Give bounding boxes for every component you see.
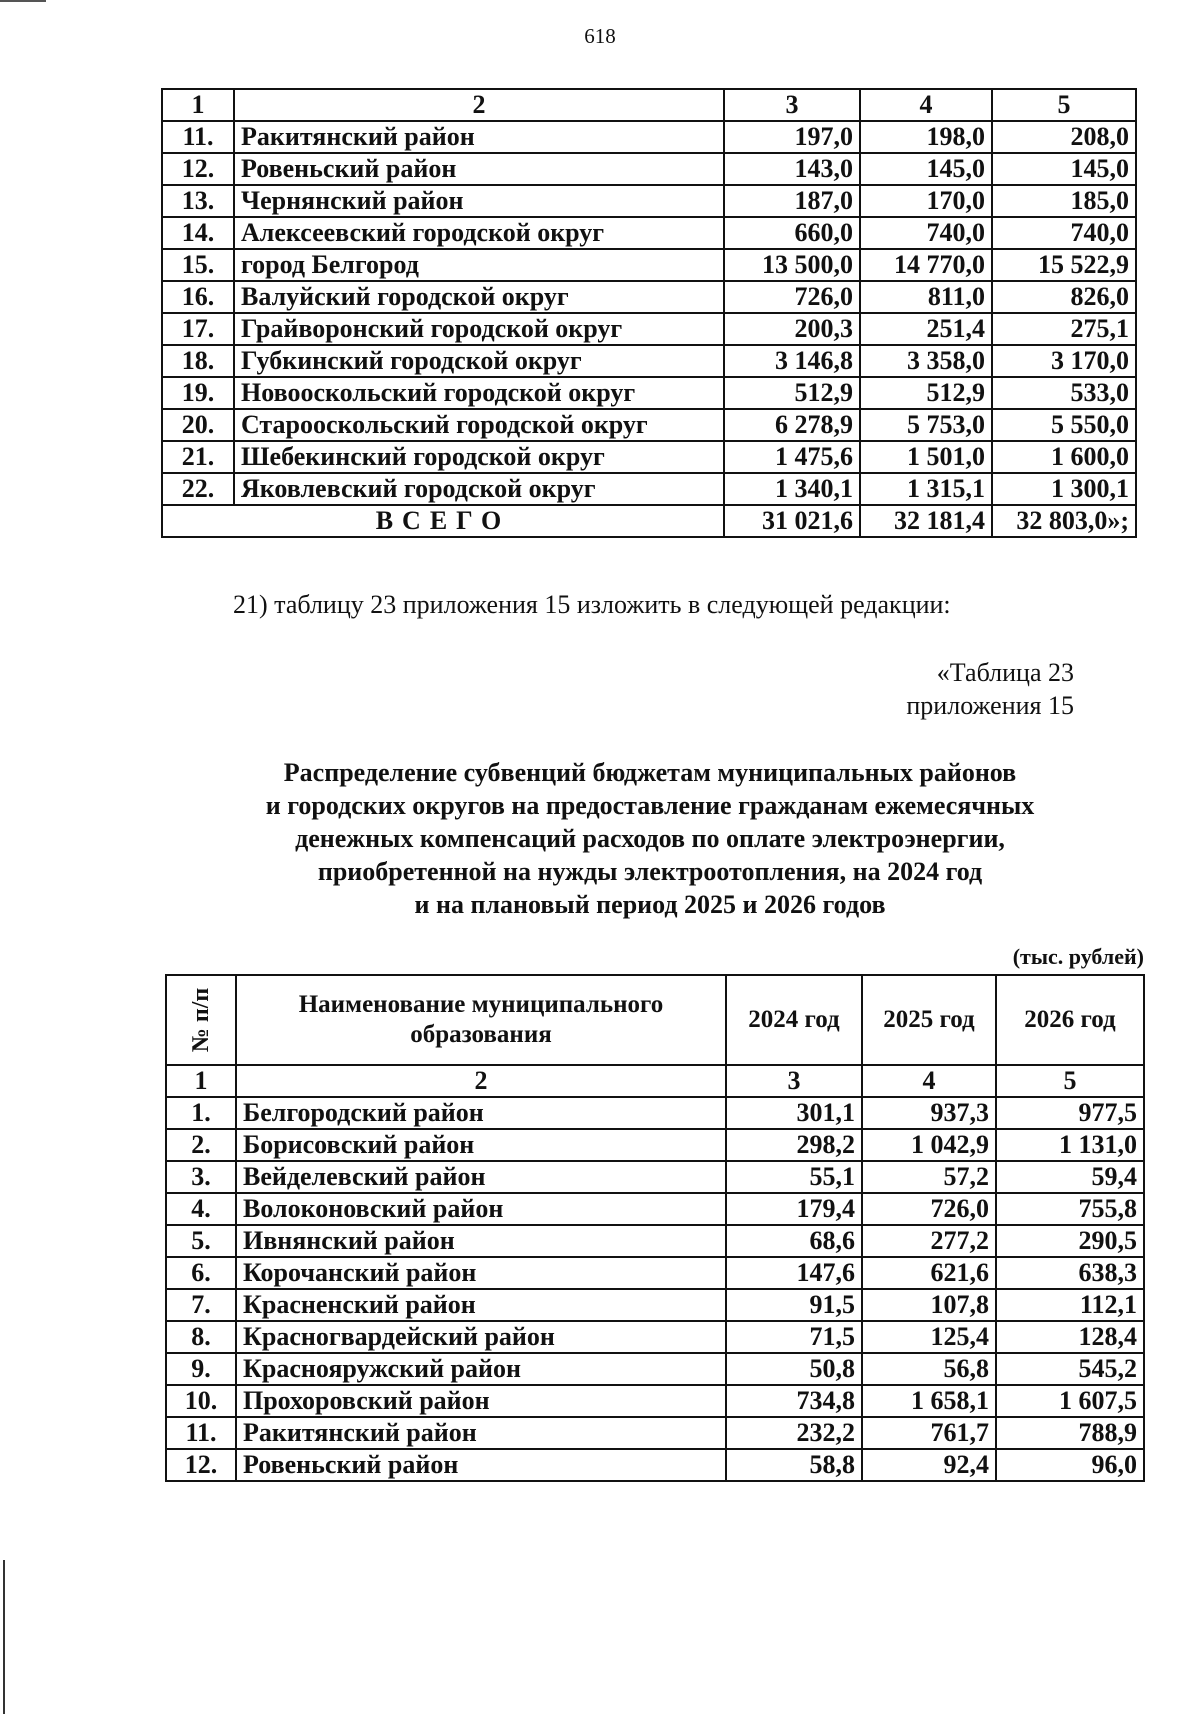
municipality-name: Красногвардейский район [236, 1321, 726, 1353]
row-number: 14. [162, 217, 234, 249]
value-2025: 761,7 [862, 1417, 996, 1449]
table-header-row [166, 975, 1144, 1065]
value-2025: 811,0 [860, 281, 992, 313]
row-number: 12. [166, 1449, 236, 1481]
table-column-number-row [162, 89, 1136, 121]
municipality-name: Красненский район [236, 1289, 726, 1321]
value-2026: 1 131,0 [996, 1129, 1144, 1161]
column-number: 2 [234, 89, 724, 121]
row-number: 20. [162, 409, 234, 441]
table-reference [906, 656, 1074, 722]
value-2025: 740,0 [860, 217, 992, 249]
value-2024: 200,3 [724, 313, 860, 345]
value-2024: 50,8 [726, 1353, 862, 1385]
value-2024: 58,8 [726, 1449, 862, 1481]
table-row [166, 1097, 1144, 1129]
row-number: 6. [166, 1257, 236, 1289]
row-number: 16. [162, 281, 234, 313]
value-2025: 726,0 [862, 1193, 996, 1225]
row-number: 22. [162, 473, 234, 505]
total-value-2024: 31 021,6 [724, 505, 860, 537]
municipality-name: Шебекинский городской округ [234, 441, 724, 473]
value-2026: 755,8 [996, 1193, 1144, 1225]
header-year-2026: 2026 год [996, 975, 1144, 1065]
row-number: 18. [162, 345, 234, 377]
value-2025: 1 658,1 [862, 1385, 996, 1417]
table-row [162, 249, 1136, 281]
value-2024: 197,0 [724, 121, 860, 153]
municipality-name: Алексеевский городской округ [234, 217, 724, 249]
row-number: 2. [166, 1129, 236, 1161]
value-2025: 5 753,0 [860, 409, 992, 441]
value-2026: 545,2 [996, 1353, 1144, 1385]
row-number: 15. [162, 249, 234, 281]
value-2024: 3 146,8 [724, 345, 860, 377]
value-2026: 112,1 [996, 1289, 1144, 1321]
row-number: 11. [162, 121, 234, 153]
value-2026: 59,4 [996, 1161, 1144, 1193]
value-2024: 55,1 [726, 1161, 862, 1193]
value-2024: 232,2 [726, 1417, 862, 1449]
value-2026: 740,0 [992, 217, 1136, 249]
value-2026: 275,1 [992, 313, 1136, 345]
table-row [166, 1385, 1144, 1417]
header-year-2024: 2024 год [726, 975, 862, 1065]
row-number: 17. [162, 313, 234, 345]
table-reference-line: приложения 15 [906, 691, 1074, 720]
municipality-name: Краснояружский район [236, 1353, 726, 1385]
title-line: и городских округов на предоставление гражданам ежемесячных [265, 791, 1035, 820]
table-reference-line: «Таблица 23 [936, 658, 1074, 687]
value-2026: 977,5 [996, 1097, 1144, 1129]
value-2024: 179,4 [726, 1193, 862, 1225]
scan-margin-mark [0, 0, 46, 2]
value-2026: 145,0 [992, 153, 1136, 185]
value-2024: 147,6 [726, 1257, 862, 1289]
table-row [162, 473, 1136, 505]
units-label: (тыс. рублей) [1012, 944, 1144, 969]
table-row [162, 409, 1136, 441]
table-row [162, 121, 1136, 153]
value-2025: 251,4 [860, 313, 992, 345]
value-2024: 68,6 [726, 1225, 862, 1257]
municipality-name: Ровеньский район [234, 153, 724, 185]
header-year-2025: 2025 год [862, 975, 996, 1065]
value-2026: 533,0 [992, 377, 1136, 409]
value-2024: 91,5 [726, 1289, 862, 1321]
table-row [162, 153, 1136, 185]
table-row [166, 1193, 1144, 1225]
value-2025: 1 501,0 [860, 441, 992, 473]
table-row [162, 441, 1136, 473]
column-number: 4 [860, 89, 992, 121]
row-number: 4. [166, 1193, 236, 1225]
total-value-2025: 32 181,4 [860, 505, 992, 537]
municipality-name: Борисовский район [236, 1129, 726, 1161]
row-number: 5. [166, 1225, 236, 1257]
value-2026: 638,3 [996, 1257, 1144, 1289]
value-2024: 187,0 [724, 185, 860, 217]
column-number: 2 [236, 1065, 726, 1097]
value-2026: 290,5 [996, 1225, 1144, 1257]
table-column-number-row [166, 1065, 1144, 1097]
title-line: денежных компенсаций расходов по оплате электроэнергии, [295, 824, 1005, 853]
value-2024: 301,1 [726, 1097, 862, 1129]
table-row [166, 1161, 1144, 1193]
value-2025: 145,0 [860, 153, 992, 185]
header-number [166, 975, 236, 1065]
municipality-name: Яковлевский городской округ [234, 473, 724, 505]
subvention-table [165, 974, 1145, 1482]
continued-table [161, 88, 1137, 538]
value-2026: 185,0 [992, 185, 1136, 217]
table-row [166, 1417, 1144, 1449]
header-name: Наименование муниципального образования [236, 975, 726, 1065]
value-2025: 57,2 [862, 1161, 996, 1193]
value-2024: 726,0 [724, 281, 860, 313]
value-2025: 1 042,9 [862, 1129, 996, 1161]
value-2024: 143,0 [724, 153, 860, 185]
value-2026: 3 170,0 [992, 345, 1136, 377]
column-number: 4 [862, 1065, 996, 1097]
column-number: 1 [162, 89, 234, 121]
municipality-name: Новооскольский городской округ [234, 377, 724, 409]
value-2025: 1 315,1 [860, 473, 992, 505]
value-2024: 512,9 [724, 377, 860, 409]
value-2026: 208,0 [992, 121, 1136, 153]
column-number: 5 [996, 1065, 1144, 1097]
value-2024: 298,2 [726, 1129, 862, 1161]
column-number: 5 [992, 89, 1136, 121]
table-row [166, 1225, 1144, 1257]
table-row [162, 217, 1136, 249]
table-row [166, 1257, 1144, 1289]
value-2026: 5 550,0 [992, 409, 1136, 441]
municipality-name: Ровеньский район [236, 1449, 726, 1481]
value-2025: 277,2 [862, 1225, 996, 1257]
value-2024: 1 475,6 [724, 441, 860, 473]
municipality-name: Грайворонский городской округ [234, 313, 724, 345]
total-label: ВСЕГО [162, 505, 724, 537]
municipality-name: Валуйский городской округ [234, 281, 724, 313]
municipality-name: Ракитянский район [236, 1417, 726, 1449]
municipality-name: Волоконовский район [236, 1193, 726, 1225]
header-number-text: № п/п [187, 987, 214, 1053]
total-value-2026: 32 803,0»; [992, 505, 1136, 537]
municipality-name: Старооскольский городской округ [234, 409, 724, 441]
row-number: 19. [162, 377, 234, 409]
row-number: 3. [166, 1161, 236, 1193]
municipality-name: Чернянский район [234, 185, 724, 217]
value-2024: 71,5 [726, 1321, 862, 1353]
table-row [162, 185, 1136, 217]
table-row [162, 313, 1136, 345]
table-row [166, 1129, 1144, 1161]
row-number: 9. [166, 1353, 236, 1385]
row-number: 21. [162, 441, 234, 473]
value-2026: 128,4 [996, 1321, 1144, 1353]
row-number: 10. [166, 1385, 236, 1417]
value-2025: 170,0 [860, 185, 992, 217]
total-row [162, 505, 1136, 537]
title-line: приобретенной на нужды электроотопления, на 2024 год [317, 857, 983, 886]
table-row [162, 281, 1136, 313]
value-2024: 13 500,0 [724, 249, 860, 281]
value-2025: 3 358,0 [860, 345, 992, 377]
table-row [162, 345, 1136, 377]
value-2026: 826,0 [992, 281, 1136, 313]
value-2025: 937,3 [862, 1097, 996, 1129]
municipality-name: Ивнянский район [236, 1225, 726, 1257]
row-number: 13. [162, 185, 234, 217]
value-2024: 660,0 [724, 217, 860, 249]
value-2026: 15 522,9 [992, 249, 1136, 281]
amendment-instruction: 21) таблицу 23 приложения 15 изложить в следующей редакции: [233, 590, 951, 619]
municipality-name: Белгородский район [236, 1097, 726, 1129]
value-2026: 1 607,5 [996, 1385, 1144, 1417]
value-2025: 14 770,0 [860, 249, 992, 281]
municipality-name: Губкинский городской округ [234, 345, 724, 377]
title-line: Распределение субвенций бюджетам муниципальных районов [283, 758, 1017, 787]
value-2026: 1 600,0 [992, 441, 1136, 473]
row-number: 7. [166, 1289, 236, 1321]
row-number: 12. [162, 153, 234, 185]
table-row [166, 1449, 1144, 1481]
value-2025: 56,8 [862, 1353, 996, 1385]
table-row [162, 377, 1136, 409]
title-line: и на плановый период 2025 и 2026 годов [414, 890, 886, 919]
value-2024: 734,8 [726, 1385, 862, 1417]
table-row [166, 1321, 1144, 1353]
value-2024: 1 340,1 [724, 473, 860, 505]
scan-binding-edge [3, 1560, 5, 1714]
row-number: 11. [166, 1417, 236, 1449]
table-title [150, 756, 1150, 921]
municipality-name: Прохоровский район [236, 1385, 726, 1417]
value-2025: 198,0 [860, 121, 992, 153]
row-number: 1. [166, 1097, 236, 1129]
value-2025: 621,6 [862, 1257, 996, 1289]
column-number: 1 [166, 1065, 236, 1097]
value-2025: 512,9 [860, 377, 992, 409]
municipality-name: Вейделевский район [236, 1161, 726, 1193]
table-row [166, 1289, 1144, 1321]
page-number: 618 [584, 24, 616, 48]
column-number: 3 [726, 1065, 862, 1097]
municipality-name: Корочанский район [236, 1257, 726, 1289]
value-2026: 788,9 [996, 1417, 1144, 1449]
value-2026: 1 300,1 [992, 473, 1136, 505]
row-number: 8. [166, 1321, 236, 1353]
column-number: 3 [724, 89, 860, 121]
table-row [166, 1353, 1144, 1385]
value-2025: 92,4 [862, 1449, 996, 1481]
municipality-name: Ракитянский район [234, 121, 724, 153]
value-2024: 6 278,9 [724, 409, 860, 441]
value-2025: 107,8 [862, 1289, 996, 1321]
municipality-name: город Белгород [234, 249, 724, 281]
value-2025: 125,4 [862, 1321, 996, 1353]
value-2026: 96,0 [996, 1449, 1144, 1481]
